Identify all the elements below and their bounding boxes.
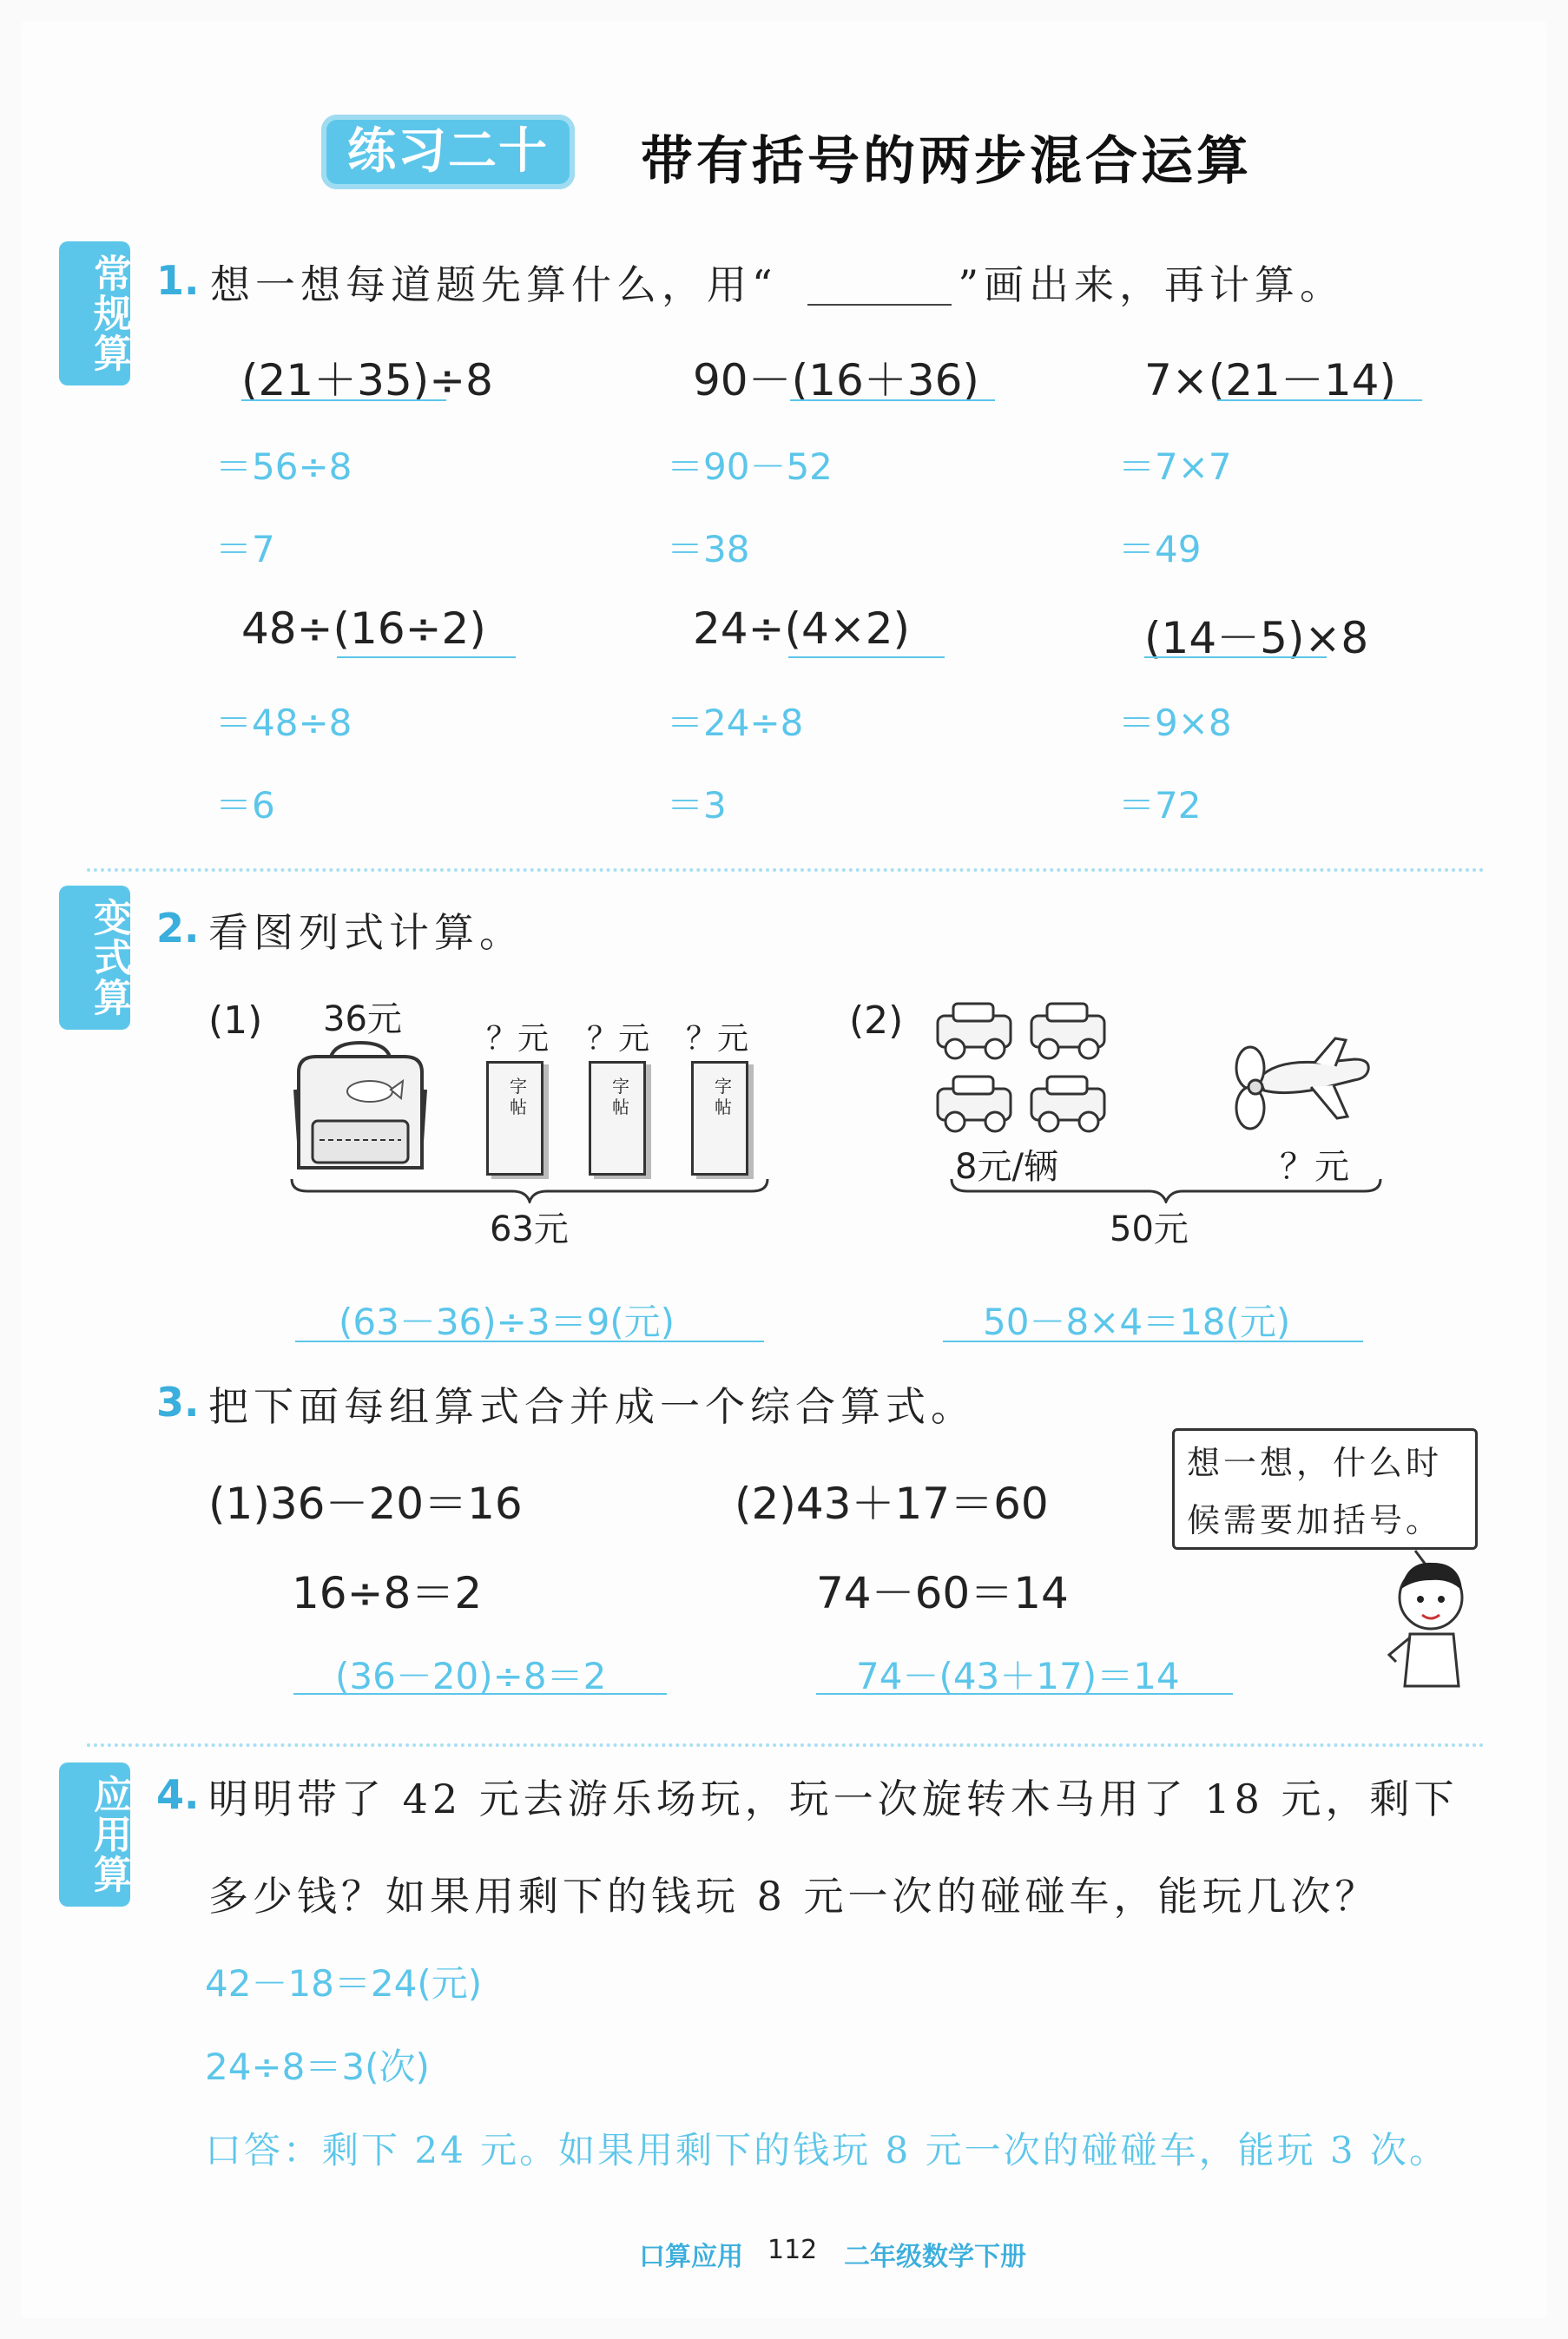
- q3-group1-answer: (36－20)÷8＝2: [335, 1655, 607, 1697]
- total-label-1: 63元: [490, 1209, 569, 1249]
- q3-group1-answer-line: [293, 1693, 667, 1695]
- q4-answer-statement: 口答：剩下 24 元。如果用剩下的钱玩 8 元一次的碰碰车，能玩 3 次。: [205, 2129, 1448, 2171]
- problem-6-step2: ＝72: [1118, 784, 1202, 827]
- problem-5-step1: ＝24÷8: [667, 702, 804, 744]
- problem-2-underline: [790, 399, 995, 401]
- q2-part2-label: (2): [849, 998, 904, 1043]
- problem-5-underline: [788, 656, 945, 658]
- exercise-badge: 练习二十: [321, 115, 575, 189]
- question-2-text: 看图列式计算。: [208, 909, 524, 956]
- question-3-text: 把下面每组算式合并成一个综合算式。: [208, 1383, 976, 1430]
- problem-6-step1: ＝9×8: [1118, 702, 1232, 744]
- q2-part1-answer: (63－36)÷3＝9(元): [339, 1301, 675, 1343]
- q3-group2-answer: 74－(43＋17)＝14: [856, 1655, 1180, 1697]
- plane-price-label: ？元: [1280, 1147, 1349, 1187]
- question-4-number: 4.: [156, 1771, 200, 1818]
- section-tab-application: 应用算: [59, 1762, 130, 1907]
- problem-6-underline: [1144, 656, 1327, 658]
- problem-2-step2: ＝38: [667, 528, 750, 570]
- q2-part2-answer-line: [943, 1341, 1363, 1342]
- problem-4-step2: ＝6: [215, 784, 275, 827]
- question-4-line1: 明明带了 42 元去游乐场玩，玩一次旋转木马用了 18 元，剩下: [208, 1776, 1459, 1822]
- total-label-2: 50元: [1110, 1209, 1189, 1249]
- problem-1-underline: [241, 399, 446, 401]
- q4-answer-step2: 24÷8＝3(次): [205, 2046, 430, 2088]
- q2-part1-answer-line: [295, 1341, 764, 1342]
- book-price-label-2: ？元: [587, 1021, 650, 1057]
- section-divider: [87, 868, 1485, 872]
- copybook-3: [691, 1061, 748, 1176]
- backpack-icon: [290, 1038, 431, 1176]
- book-price-label-1: ？元: [486, 1021, 550, 1057]
- copybook-2: [589, 1061, 646, 1176]
- book-price-label-3: ？元: [686, 1021, 749, 1057]
- problem-1-step2: ＝7: [215, 528, 275, 570]
- total-brace-1: [290, 1177, 769, 1203]
- question-1-number: 1.: [156, 257, 200, 304]
- q3-group1-line1: (1)36－20＝16: [208, 1479, 523, 1529]
- question-3-number: 3.: [156, 1379, 200, 1426]
- problem-4-underline: [337, 656, 516, 658]
- section-divider-2: [87, 1743, 1485, 1747]
- q3-group2-line1: (2)43＋17＝60: [735, 1479, 1049, 1529]
- total-brace-2: [950, 1177, 1382, 1203]
- hint-speech-bubble: [1172, 1428, 1478, 1550]
- problem-1-expr: (21＋35)÷8: [241, 355, 493, 405]
- problem-3-step1: ＝7×7: [1118, 445, 1232, 488]
- problem-2-step1: ＝90－52: [667, 445, 833, 488]
- problem-6-expr: (14－5)×8: [1144, 613, 1369, 663]
- section-tab-variant: 变式算: [59, 886, 130, 1030]
- problem-5-step2: ＝3: [667, 784, 727, 827]
- copybook-1-title: 字帖: [510, 1076, 527, 1117]
- q2-part1-label: (1): [208, 998, 263, 1043]
- q3-group2-line2: 74－60＝14: [816, 1568, 1069, 1618]
- problem-3-expr: 7×(21－14): [1144, 355, 1396, 405]
- copybook-3-title: 字帖: [715, 1076, 732, 1117]
- toy-plane-icon: [1224, 1033, 1375, 1141]
- section-tab-regular: 常规算: [59, 241, 130, 385]
- q4-answer-step1: 42－18＝24(元): [205, 1962, 483, 2005]
- copybook-2-title: 字帖: [612, 1076, 629, 1117]
- problem-5-expr: 24÷(4×2): [693, 603, 911, 654]
- page-title: 带有括号的两步混合运算: [641, 131, 1252, 192]
- page-number: 112: [768, 2235, 818, 2265]
- car-price-label: 8元/辆: [955, 1147, 1058, 1187]
- question-1-text: 想一想每道题先算什么，用“ ”画出来，再计算。: [210, 261, 1346, 308]
- footer-grade-label: 二年级数学下册: [844, 2242, 1026, 2272]
- problem-3-step2: ＝49: [1118, 528, 1202, 570]
- question-2-number: 2.: [156, 905, 200, 952]
- blank-underline: [807, 304, 952, 306]
- problem-2-expr: 90－(16＋36): [693, 355, 979, 405]
- problem-3-underline: [1217, 399, 1422, 401]
- boy-character-icon: [1380, 1547, 1476, 1695]
- problem-4-step1: ＝48÷8: [215, 702, 352, 744]
- copybook-1: [486, 1061, 544, 1176]
- hint-line-1: 想一想，什么时: [1187, 1444, 1443, 1482]
- footer-book-series: 口算应用: [639, 2242, 743, 2272]
- problem-1-step1: ＝56÷8: [215, 445, 352, 488]
- q3-group1-line2: 16÷8＝2: [292, 1568, 483, 1618]
- q2-part2-answer: 50－8×4＝18(元): [983, 1301, 1291, 1343]
- toy-cars-icon: [932, 998, 1123, 1141]
- hint-line-2: 候需要加括号。: [1187, 1501, 1443, 1539]
- bag-price-label: 36元: [323, 999, 402, 1039]
- problem-4-expr: 48÷(16÷2): [241, 603, 486, 654]
- q3-group2-answer-line: [816, 1693, 1233, 1695]
- question-4-line2: 多少钱？如果用剩下的钱玩 8 元一次的碰碰车，能玩几次？: [208, 1873, 1380, 1920]
